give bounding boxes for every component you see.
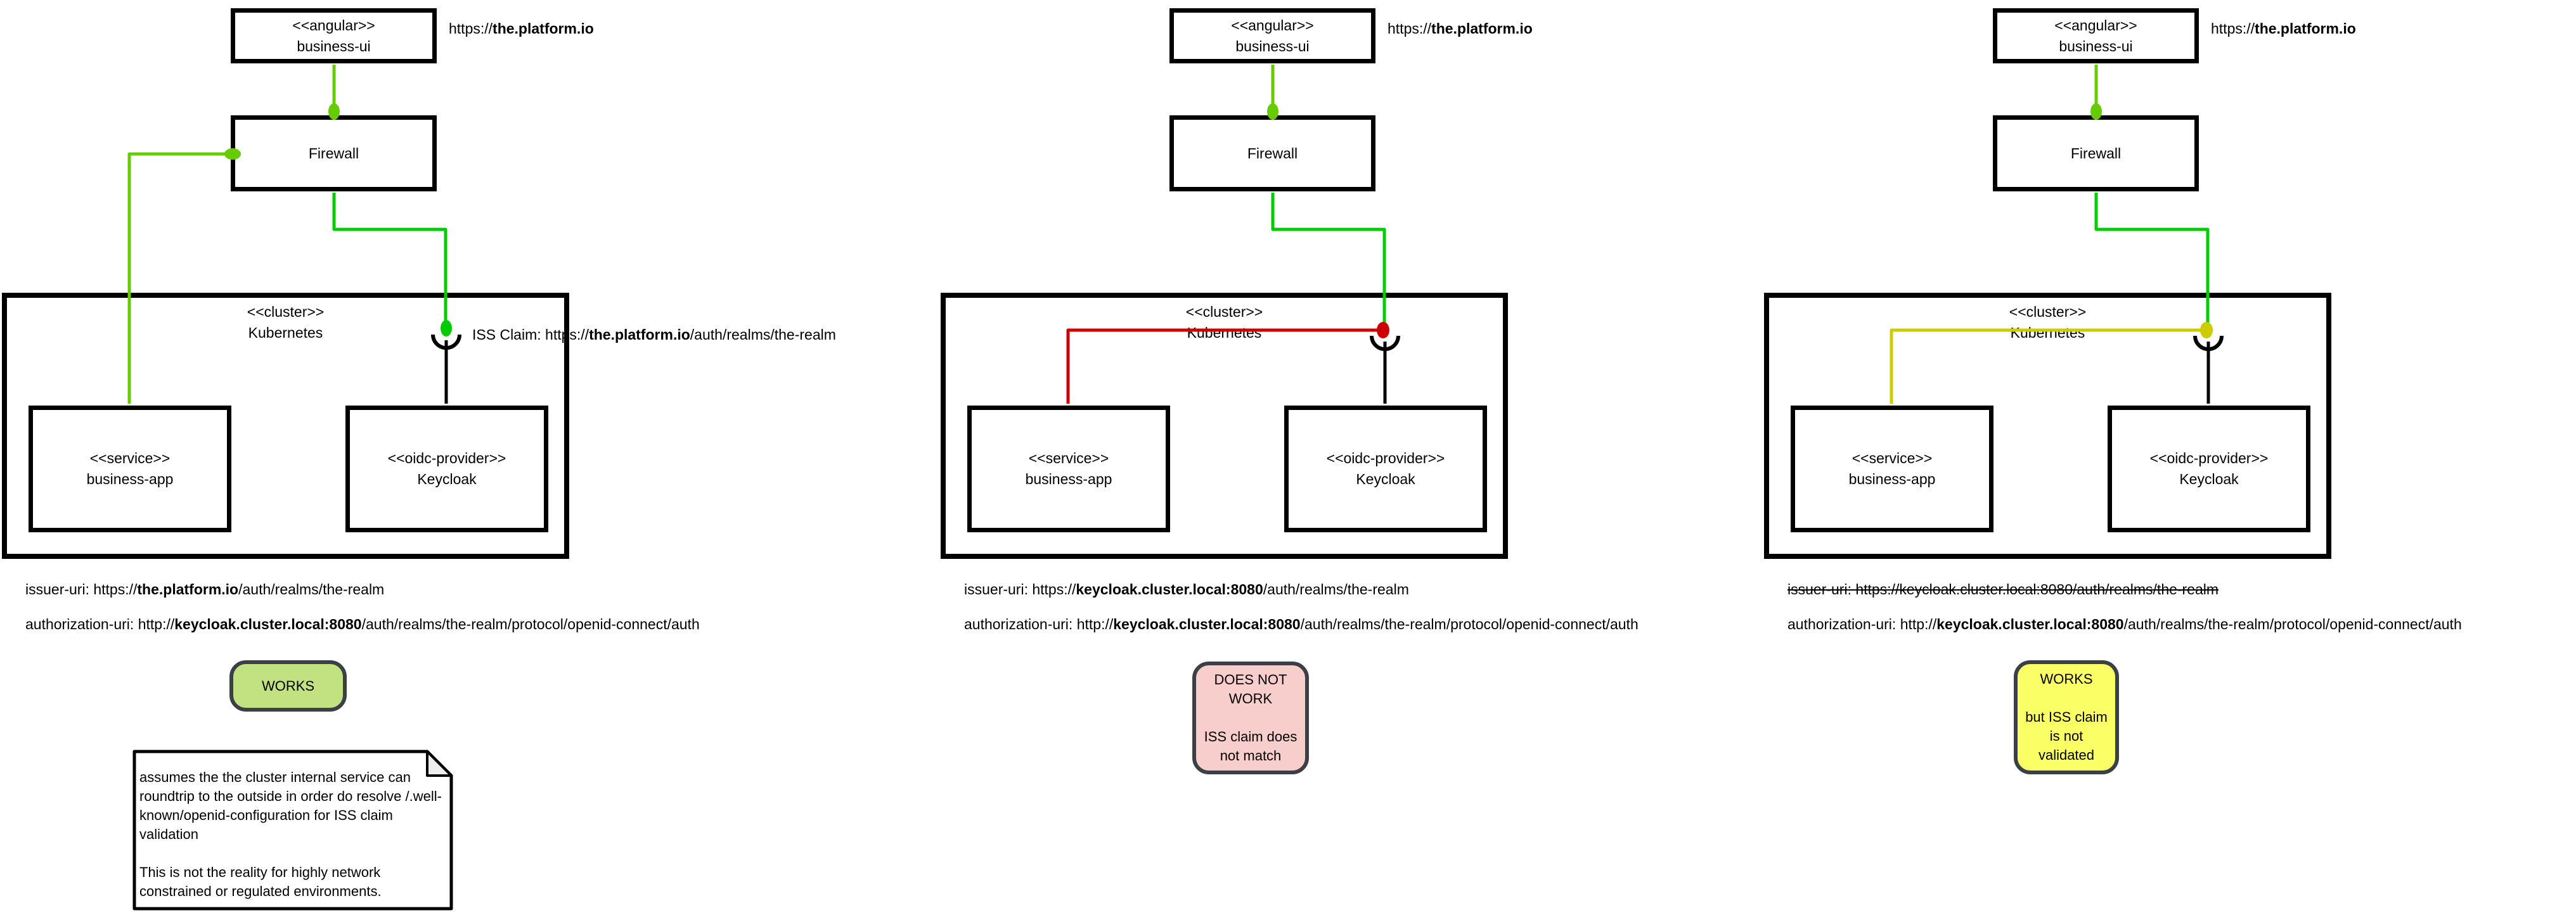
business-ui-name: business-ui xyxy=(297,37,371,54)
url-scheme: https:// xyxy=(2211,20,2255,37)
service-name: business-app xyxy=(1848,471,1936,487)
cluster-title xyxy=(1764,302,2331,343)
authorization-uri-label xyxy=(964,613,1639,635)
firewall-label: Firewall xyxy=(1247,144,1298,162)
business-ui-name: business-ui xyxy=(1235,37,1310,54)
keycloak-node xyxy=(345,406,548,532)
status-badge-does-not-work xyxy=(1192,662,1309,774)
firewall-node xyxy=(1993,115,2199,191)
authorization-uri-pre: authorization-uri: http:// xyxy=(25,616,175,632)
badge-text-spacer xyxy=(2021,689,2111,708)
firewall-label: Firewall xyxy=(308,144,359,162)
status-badge-works xyxy=(229,660,347,712)
authorization-uri-path: /auth/realms/the-realm/protocol/openid-connect/auth xyxy=(1300,616,1639,632)
badge-text: DOES NOT WORK xyxy=(1214,672,1287,707)
browser-url-label xyxy=(2211,18,2356,39)
badge-text: ISS claim does not match xyxy=(1204,729,1298,764)
authorization-uri-path: /auth/realms/the-realm/protocol/openid-connect/auth xyxy=(2123,616,2462,632)
authorization-uri-path: /auth/realms/the-realm/protocol/openid-connect/auth xyxy=(361,616,700,632)
cluster-name: Kubernetes xyxy=(2010,324,2085,341)
oidc-stereotype: <<oidc-provider>> xyxy=(387,450,506,466)
badge-text-spacer xyxy=(1200,708,1301,727)
cluster-stereotype: <<cluster>> xyxy=(2009,304,2087,320)
iss-claim-path: /auth/realms/the-realm xyxy=(690,326,836,343)
iss-claim-pre: ISS Claim: https:// xyxy=(472,326,589,343)
issuer-uri-pre: issuer-uri: https:// xyxy=(964,581,1076,598)
business-ui-stereotype: <<angular>> xyxy=(292,16,375,34)
authorization-uri-pre: authorization-uri: http:// xyxy=(964,616,1114,632)
service-name: business-app xyxy=(86,471,174,487)
service-name: business-app xyxy=(1025,471,1112,487)
cluster-name: Kubernetes xyxy=(248,324,323,341)
note-paragraph: assumes the the cluster internal service can roundtrip to the outside in order do resolve /.well-known/openid-configuration for ISS claim validation xyxy=(139,769,442,842)
url-scheme: https:// xyxy=(1388,20,1432,37)
oidc-name: Keycloak xyxy=(1356,471,1415,487)
issuer-uri-label xyxy=(964,579,1409,600)
service-stereotype: <<service>> xyxy=(89,450,171,466)
business-ui-stereotype: <<angular>> xyxy=(1231,16,1314,34)
scenario-column-does-not-work xyxy=(939,0,1807,915)
scenario-column-works xyxy=(0,0,868,915)
issuer-uri-path: /auth/realms/the-realm xyxy=(1263,581,1409,598)
badge-text: but ISS claim is not validated xyxy=(2025,709,2108,763)
oidc-stereotype: <<oidc-provider>> xyxy=(2149,450,2269,466)
issuer-uri-path: /auth/realms/the-realm xyxy=(238,581,385,598)
firewall-label: Firewall xyxy=(2070,144,2122,162)
business-ui-stereotype: <<angular>> xyxy=(2054,16,2137,34)
firewall-node xyxy=(1169,115,1375,191)
cluster-stereotype: <<cluster>> xyxy=(1185,304,1263,320)
iss-claim-label xyxy=(472,324,836,345)
oidc-name: Keycloak xyxy=(417,471,477,487)
browser-url-label xyxy=(449,18,594,39)
badge-text: WORKS xyxy=(2040,671,2093,687)
business-app-node xyxy=(29,406,231,532)
badge-text: WORKS xyxy=(261,677,315,694)
issuer-uri-pre: issuer-uri: https:// xyxy=(25,581,138,598)
url-scheme: https:// xyxy=(449,20,493,37)
authorization-uri-host: keycloak.cluster.local:8080 xyxy=(1113,616,1301,632)
issuer-uri-host: keycloak.cluster.local:8080 xyxy=(1076,581,1263,598)
oidc-stereotype: <<oidc-provider>> xyxy=(1326,450,1445,466)
oidc-name: Keycloak xyxy=(2179,471,2239,487)
service-stereotype: <<service>> xyxy=(1028,450,1109,466)
business-ui-name: business-ui xyxy=(2059,37,2133,54)
authorization-uri-pre: authorization-uri: http:// xyxy=(1787,616,1937,632)
status-badge-works-not-validated xyxy=(2014,660,2119,774)
business-app-node xyxy=(967,406,1170,532)
business-ui-node xyxy=(1169,8,1375,63)
cluster-stereotype: <<cluster>> xyxy=(247,304,325,320)
url-host: the.platform.io xyxy=(2255,20,2356,37)
cluster-title xyxy=(941,302,1508,343)
business-ui-node xyxy=(1993,8,2199,63)
keycloak-node xyxy=(1284,406,1487,532)
issuer-uri-pre: issuer-uri: https://keycloak.cluster.local:8080/auth/realms/the-realm xyxy=(1787,581,2219,598)
cluster-name: Kubernetes xyxy=(1187,324,1262,341)
keycloak-node xyxy=(2108,406,2310,532)
issuer-uri-label-struck xyxy=(1787,579,2219,600)
business-app-node xyxy=(1791,406,1993,532)
firewall-node xyxy=(231,115,437,191)
authorization-uri-host: keycloak.cluster.local:8080 xyxy=(174,616,362,632)
service-stereotype: <<service>> xyxy=(1852,450,1933,466)
authorization-uri-label xyxy=(1787,613,2462,635)
note-paragraph: This is not the reality for highly network constrained or regulated environments. xyxy=(139,864,382,899)
issuer-uri-label xyxy=(25,579,384,600)
authorization-uri-host: keycloak.cluster.local:8080 xyxy=(1936,616,2124,632)
authorization-uri-label xyxy=(25,613,700,635)
business-ui-node xyxy=(231,8,437,63)
browser-url-label xyxy=(1388,18,1533,39)
url-host: the.platform.io xyxy=(1431,20,1533,37)
url-host: the.platform.io xyxy=(493,20,594,37)
scenario-column-works-not-validated xyxy=(1762,0,2576,915)
note-text xyxy=(139,768,446,901)
issuer-uri-host: the.platform.io xyxy=(137,581,239,598)
iss-claim-host: the.platform.io xyxy=(589,326,690,343)
